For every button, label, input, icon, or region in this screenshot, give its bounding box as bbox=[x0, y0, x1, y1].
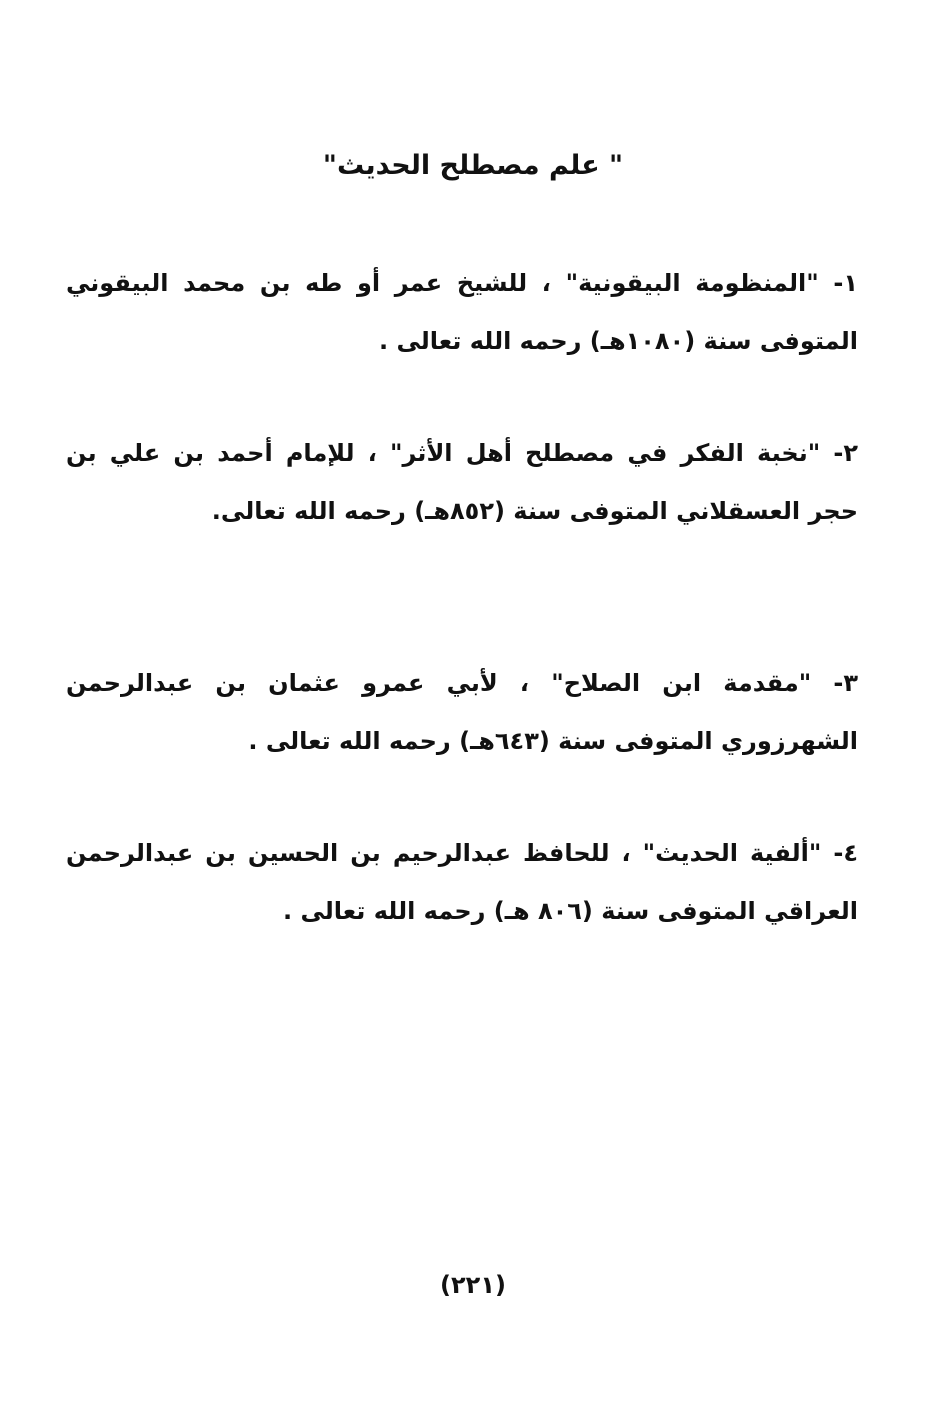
bibliography-entry: ٣- "مقدمة ابن الصلاح" ، لأبي عمرو عثمان بن عبدالرحمن الشهرزوري المتوفى سنة (٦٤٣هـ) رحمه الله تعالى . bbox=[66, 669, 858, 755]
page-title: " علم مصطلح الحديث" bbox=[322, 150, 624, 181]
bibliography-entry: ٢- "نخبة الفكر في مصطلح أهل الأثر" ، للإمام أحمد بن علي بن حجر العسقلاني المتوفى سنة (٨٥٢هـ) رحمه الله تعالى. bbox=[66, 439, 858, 525]
bibliography-entry: ٤- "ألفية الحديث" ، للحافظ عبدالرحيم بن الحسين بن عبدالرحمن العراقي المتوفى سنة (٨٠٦ هـ) رحمه الله تعالى . bbox=[66, 839, 858, 925]
page-number: (٢٢١) bbox=[440, 1271, 506, 1299]
bibliography-entry: ١- "المنظومة البيقونية" ، للشيخ عمر أو طه بن محمد البيقوني المتوفى سنة (١٠٨٠هـ) رحمه الله تعالى . bbox=[66, 269, 858, 355]
